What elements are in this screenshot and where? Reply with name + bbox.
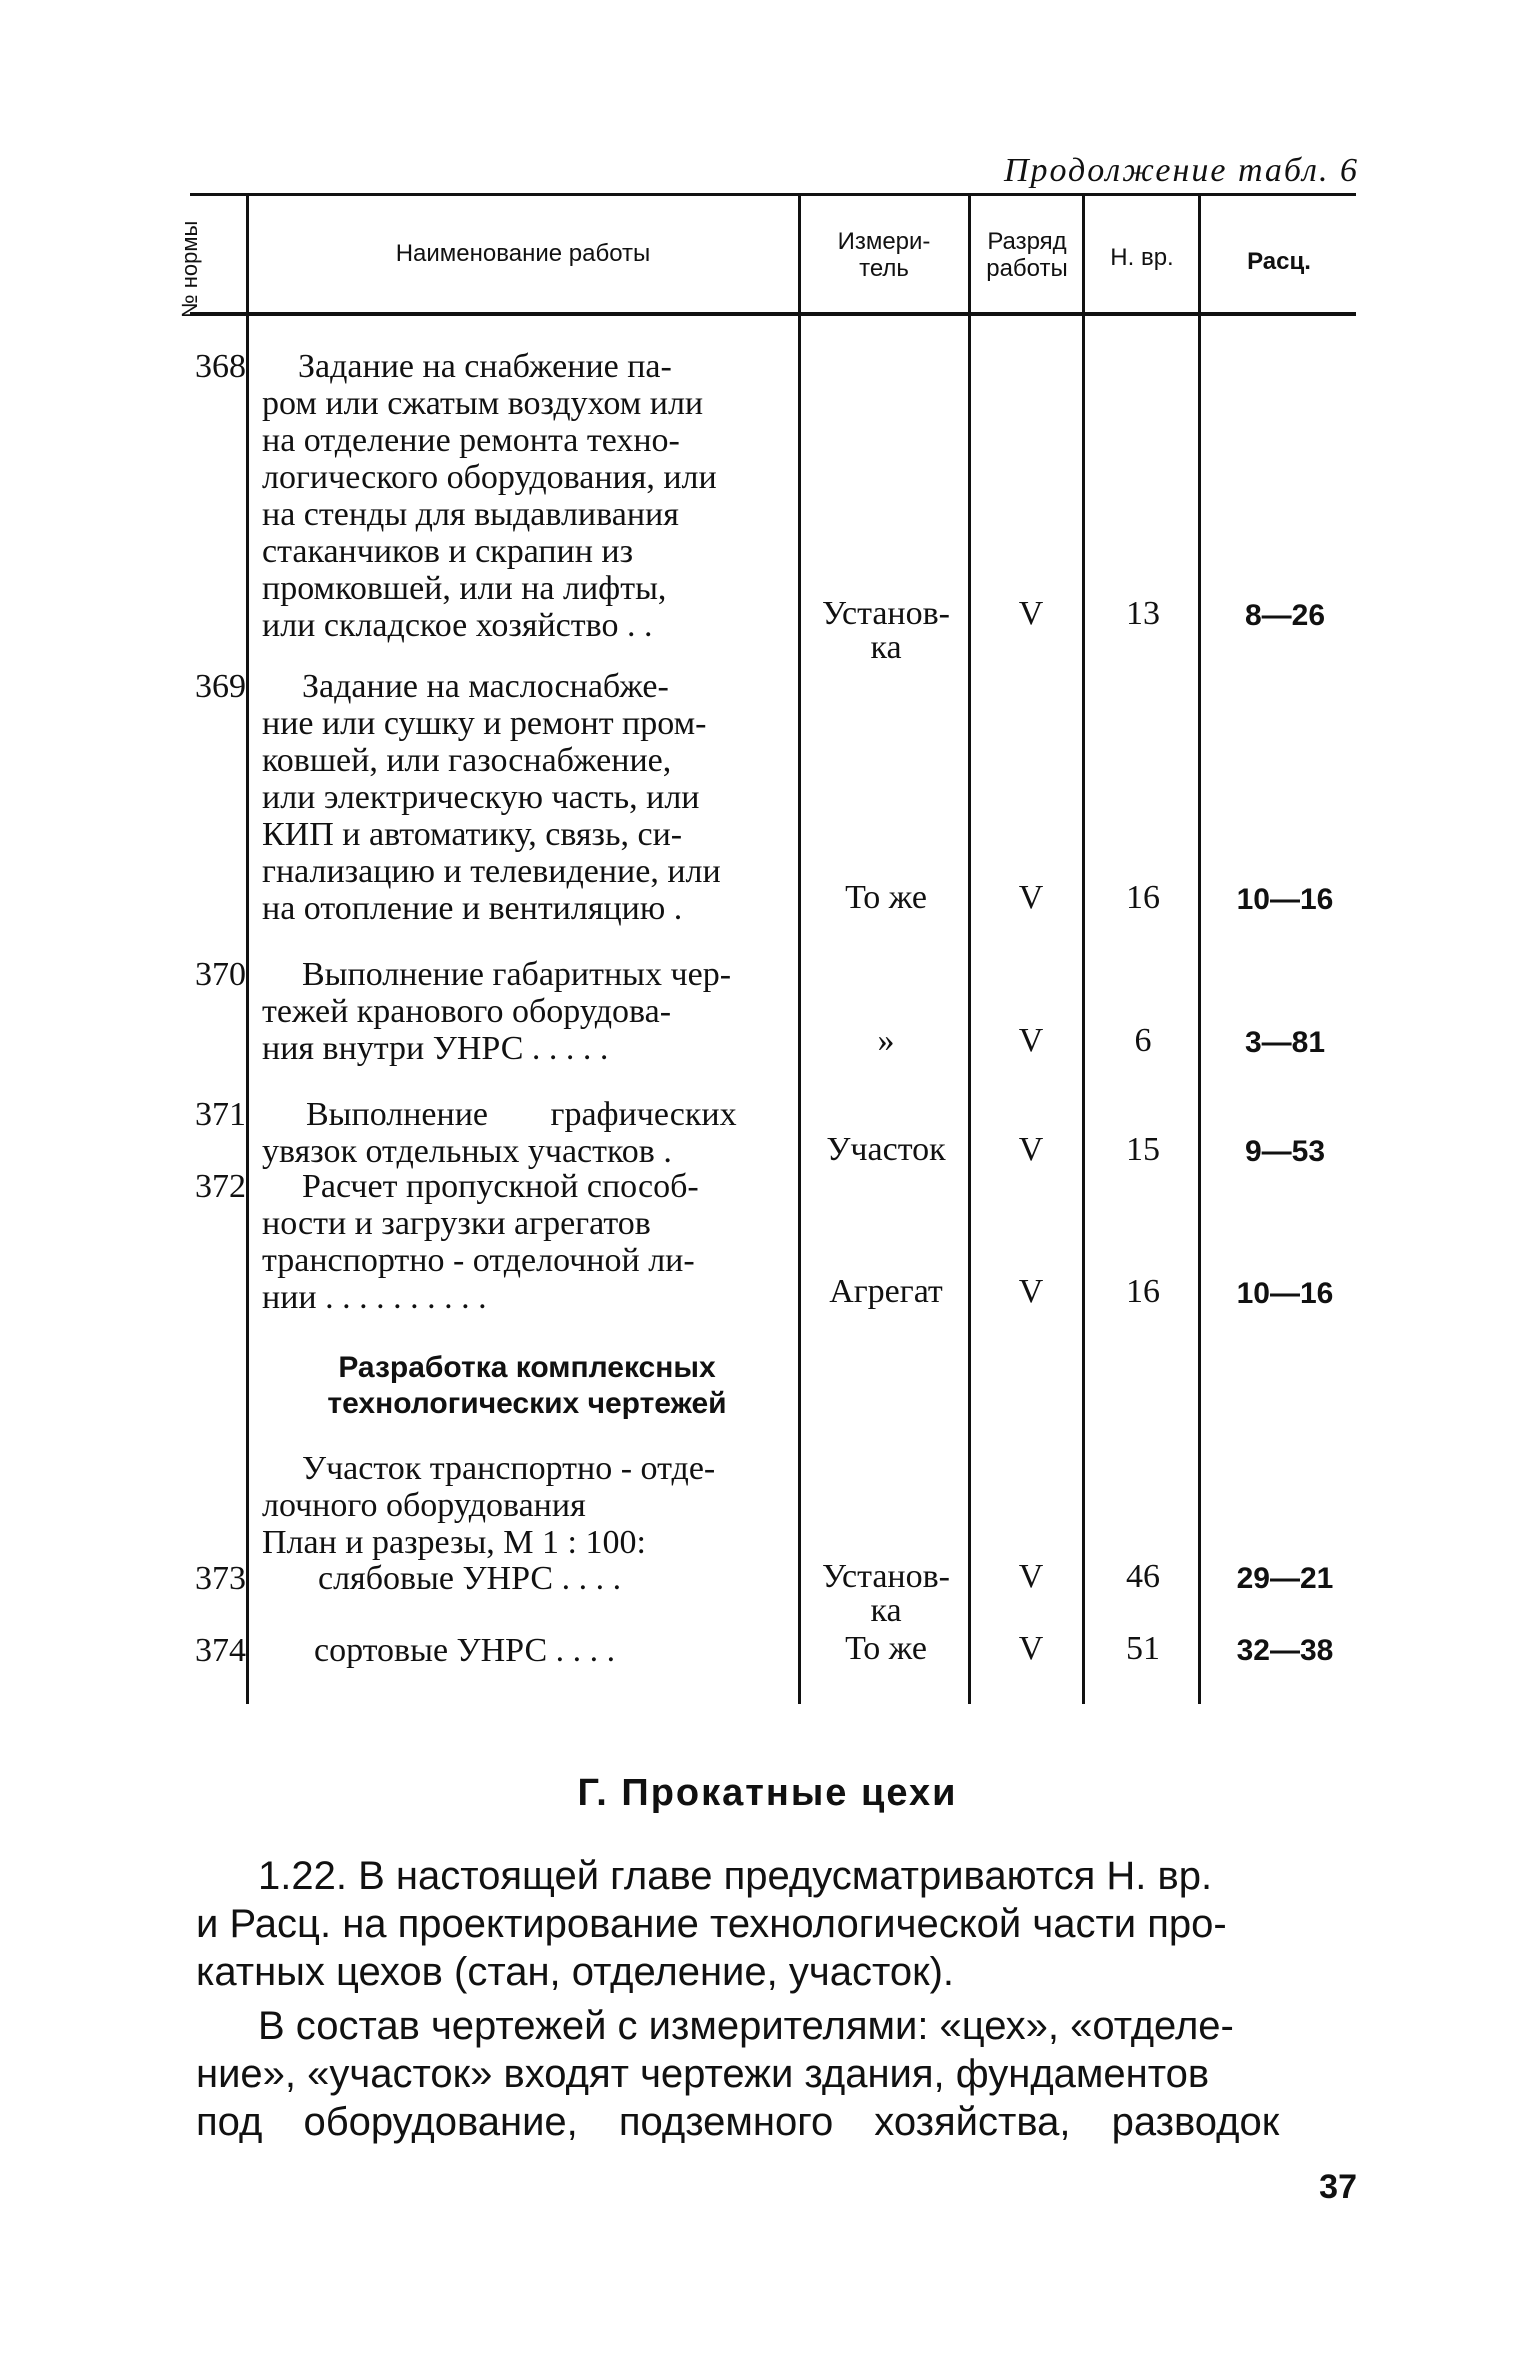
header-category: Разряд работы bbox=[986, 228, 1068, 282]
unit-cell: » bbox=[877, 1022, 895, 1059]
group-description bbox=[262, 1450, 792, 1561]
description-line: транспортно - отделочной ли- bbox=[262, 1242, 695, 1279]
unit-cell: Установ- ка bbox=[821, 595, 950, 666]
unit-cell: Участок bbox=[826, 1131, 946, 1168]
hours-cell: 46 bbox=[1126, 1558, 1160, 1595]
description-line: ром или сжатым воздухом или bbox=[262, 385, 704, 422]
table-continuation-label: Продолжение табл. 6 bbox=[1003, 152, 1359, 189]
norm-number: 370 bbox=[195, 956, 246, 993]
page-number: 37 bbox=[1319, 2168, 1357, 2206]
description-line: или складское хозяйство . . bbox=[262, 607, 653, 644]
description-line: ности и загрузки агрегатов bbox=[262, 1205, 651, 1242]
hours-cell: 6 bbox=[1134, 1022, 1152, 1059]
description-line: или электрическую часть, или bbox=[262, 779, 700, 816]
description-line: ние или сушку и ремонт пром- bbox=[262, 705, 707, 742]
rate-cell: 10—16 bbox=[1236, 883, 1334, 916]
table-header-rule bbox=[190, 312, 1356, 316]
description-line: Задание на снабжение па- bbox=[298, 348, 672, 385]
category-cell: V bbox=[1018, 879, 1044, 916]
category-cell: V bbox=[1018, 595, 1044, 632]
hours-cell: 16 bbox=[1126, 1273, 1160, 1310]
description-line: Выполнение графических bbox=[306, 1096, 737, 1133]
description-line: увязок отдельных участков . bbox=[262, 1133, 672, 1170]
work-description bbox=[262, 956, 792, 1067]
category-cell: V bbox=[1018, 1558, 1044, 1595]
rate-cell: 10—16 bbox=[1236, 1277, 1334, 1310]
col-divider-5 bbox=[1198, 196, 1201, 1704]
description-line: лочного оборудования bbox=[262, 1487, 586, 1524]
unit-cell: То же bbox=[845, 1630, 927, 1667]
description-line: Расчет пропускной способ- bbox=[302, 1168, 699, 1205]
table-top-rule bbox=[190, 193, 1356, 196]
description-line: слябовые УНРС . . . . bbox=[318, 1560, 622, 1597]
header-work-name: Наименование работы bbox=[395, 240, 651, 267]
description-line: гнализацию и телевидение, или bbox=[262, 853, 721, 890]
unit-cell: Установ- ка bbox=[821, 1558, 950, 1629]
body-paragraph bbox=[196, 2002, 1360, 2146]
description-line: стаканчиков и скрапин из bbox=[262, 533, 634, 570]
header-unit: Измери- тель bbox=[837, 228, 931, 282]
unit-cell: То же bbox=[845, 879, 927, 916]
rate-cell: 29—21 bbox=[1236, 1562, 1334, 1595]
description-line: Задание на маслоснабже- bbox=[302, 668, 669, 705]
norm-number: 371 bbox=[195, 1096, 246, 1133]
description-line: логического оборудования, или bbox=[262, 459, 717, 496]
body-paragraph bbox=[196, 1852, 1360, 1996]
norm-number: 372 bbox=[195, 1168, 246, 1205]
description-line: План и разрезы, М 1 : 100: bbox=[262, 1524, 646, 1561]
unit-cell: Агрегат bbox=[829, 1273, 943, 1310]
paragraph-line: катных цехов (стан, отделение, участок). bbox=[196, 1950, 955, 1994]
paragraph-line: В состав чертежей с измерителями: «цех», «отделе- bbox=[258, 2004, 1234, 2048]
work-description bbox=[262, 1096, 792, 1170]
description-line: Участок транспортно - отде- bbox=[302, 1450, 716, 1487]
norm-number: 368 bbox=[195, 348, 246, 385]
work-description bbox=[262, 668, 792, 927]
table-subheading: Разработка комплексных технологических чертежей bbox=[327, 1351, 727, 1420]
category-cell: V bbox=[1018, 1131, 1044, 1168]
col-divider-4 bbox=[1082, 196, 1085, 1704]
hours-cell: 13 bbox=[1126, 595, 1160, 632]
description-line: на стенды для выдавливания bbox=[262, 496, 679, 533]
category-cell: V bbox=[1018, 1630, 1044, 1667]
work-description bbox=[262, 1560, 792, 1597]
description-line: КИП и автоматику, связь, си- bbox=[262, 816, 683, 853]
work-description bbox=[262, 1168, 792, 1316]
col-divider-2 bbox=[798, 196, 801, 1704]
paragraph-line: под оборудование, подземного хозяйства, разводок bbox=[196, 2100, 1280, 2144]
paragraph-line: 1.22. В настоящей главе предусматриваются Н. вр. bbox=[258, 1854, 1213, 1898]
col-divider-3 bbox=[968, 196, 971, 1704]
category-cell: V bbox=[1018, 1022, 1044, 1059]
description-line: тежей кранового оборудова- bbox=[262, 993, 672, 1030]
header-rate: Расц. bbox=[1247, 248, 1311, 275]
description-line: нии . . . . . . . . . . bbox=[262, 1279, 487, 1316]
section-heading: Г. Прокатные цехи bbox=[577, 1772, 958, 1814]
rate-cell: 8—26 bbox=[1244, 599, 1326, 632]
header-norm-number: № нормы bbox=[177, 220, 202, 318]
rate-cell: 32—38 bbox=[1236, 1634, 1334, 1667]
description-line: сортовые УНРС . . . . bbox=[314, 1632, 616, 1669]
work-description bbox=[262, 348, 792, 644]
paragraph-line: ние», «участок» входят чертежи здания, фундаментов bbox=[196, 2052, 1210, 2096]
header-hours: Н. вр. bbox=[1110, 244, 1174, 271]
norm-number: 374 bbox=[195, 1632, 246, 1669]
description-line: ковшей, или газоснабжение, bbox=[262, 742, 672, 779]
rate-cell: 3—81 bbox=[1244, 1026, 1326, 1059]
hours-cell: 16 bbox=[1126, 879, 1160, 916]
col-divider-1 bbox=[246, 196, 249, 1704]
category-cell: V bbox=[1018, 1273, 1044, 1310]
norm-number: 369 bbox=[195, 668, 246, 705]
paragraph-line: и Расц. на проектирование технологической части про- bbox=[196, 1902, 1227, 1946]
description-line: промковшей, или на лифты, bbox=[262, 570, 667, 607]
hours-cell: 15 bbox=[1126, 1131, 1160, 1168]
description-line: Выполнение габаритных чер- bbox=[302, 956, 732, 993]
description-line: на отделение ремонта техно- bbox=[262, 422, 680, 459]
hours-cell: 51 bbox=[1126, 1630, 1160, 1667]
description-line: ния внутри УНРС . . . . . bbox=[262, 1030, 609, 1067]
work-description bbox=[262, 1632, 792, 1669]
description-line: на отопление и вентиляцию . bbox=[262, 890, 683, 927]
rate-cell: 9—53 bbox=[1244, 1135, 1326, 1168]
norm-number: 373 bbox=[195, 1560, 246, 1597]
